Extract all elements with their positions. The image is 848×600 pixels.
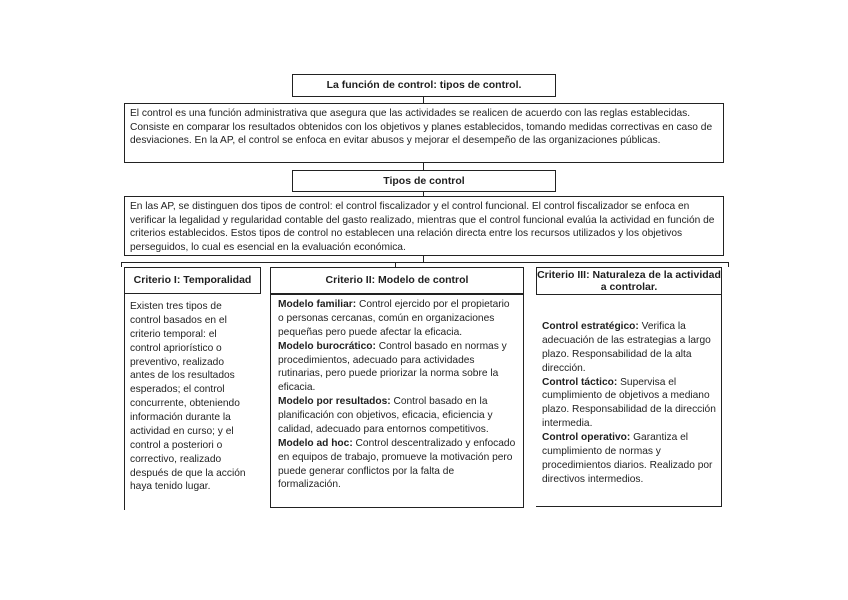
connector-definition-types bbox=[423, 163, 424, 170]
criterion-2-body bbox=[271, 295, 523, 492]
criterion-3-item bbox=[542, 376, 718, 432]
criterion-3-item-term: Control operativo: bbox=[542, 432, 631, 443]
criterion-2-body-box bbox=[270, 294, 524, 508]
criterion-3-item-text: Supervisa el cumplimiento de objetivos a mediano plazo. Responsabilidad de la dirección intermedia. bbox=[542, 376, 716, 430]
criterion-3-item bbox=[542, 431, 718, 487]
types-title-box bbox=[292, 170, 556, 192]
criterion-3-item-term: Control táctico: bbox=[542, 376, 618, 388]
criterion-3-title-box bbox=[536, 267, 722, 295]
criterion-2-item-term: Modelo burocrático: bbox=[278, 340, 376, 352]
criterion-2-item-text: Control descentralizado y enfocado en equipos de trabajo, promueve la motivación pero puede generar conflictos por la falta de formalización. bbox=[278, 437, 516, 491]
connector-criteria-branch bbox=[121, 262, 729, 263]
criterion-2-item bbox=[278, 395, 516, 437]
criterion-1-title-box bbox=[124, 267, 261, 294]
main-title: La función de control: tipos de control. bbox=[326, 79, 522, 92]
criterion-2-item bbox=[278, 340, 516, 396]
criterion-2-item-term: Modelo ad hoc: bbox=[278, 437, 353, 449]
criterion-3-border-bottom bbox=[536, 506, 722, 507]
criterion-1-border-left bbox=[124, 294, 125, 510]
criterion-3-border-right bbox=[721, 295, 722, 506]
criterion-2-item-term: Modelo por resultados: bbox=[278, 396, 391, 408]
criterion-2-title: Criterio II: Modelo de control bbox=[325, 274, 469, 287]
criterion-2-title-box bbox=[270, 267, 524, 294]
criterion-2-item-term: Modelo familiar: bbox=[278, 299, 357, 310]
connector-criterion-1 bbox=[121, 262, 122, 267]
criterion-2-item bbox=[278, 437, 516, 493]
criterion-1-body bbox=[130, 300, 250, 494]
criterion-2-item-text: Control basado en la planificación con objetivos, eficacia, eficiencia y calidad, adecuado para entornos competitivos. bbox=[278, 396, 493, 435]
definition-box bbox=[124, 103, 724, 163]
criterion-1-text: Existen tres tipos de control basados en el criterio temporal: el control apriorístico o preventivo, realizado antes de los resultados esperados; el control concurrente, obteniendo información durante la actividad en curso; y el control a posteriori o correctivo, realizado después de que la acción haya tenido lugar. bbox=[130, 301, 246, 493]
criterion-2-item bbox=[278, 298, 516, 340]
definition-text: El control es una función administrativa que asegura que las actividades se realicen de acuerdo con las reglas establecidas. Consiste en comparar los resultados obtenidos con los objetivos y planes establecidos, tomando medidas correctivas en caso de desviaciones. En la AP, el control se enfoca en evitar abusos y mejorar el desempeño de las organizaciones públicas. bbox=[130, 108, 713, 147]
types-description-box bbox=[124, 196, 724, 256]
criterion-3-item-term: Control estratégico: bbox=[542, 321, 639, 332]
criterion-3-title: Criterio III: Naturaleza de la actividad a controlar. bbox=[537, 268, 721, 293]
criterion-2-item-text: Control ejercido por el propietario o personas cercanas, común en organizaciones pequeñas pero puede afectar la eficacia. bbox=[278, 299, 510, 338]
criterion-1-title: Criterio I: Temporalidad bbox=[133, 274, 252, 287]
connector-criterion-3 bbox=[728, 262, 729, 267]
criterion-2-item-text: Control basado en normas y procedimientos, adecuado para actividades rutinarias, pero puede priorizar la norma sobre la eficacia. bbox=[278, 340, 507, 394]
main-title-box bbox=[292, 74, 556, 97]
criterion-3-item bbox=[542, 320, 718, 376]
criterion-3-item-text: Garantiza el cumplimiento de normas y procedimientos diarios. Realizado por directivos intermedios. bbox=[542, 432, 713, 485]
criterion-3-item-text: Verifica la adecuación de las estrategias a largo plazo. Responsabilidad de la alta dirección. bbox=[542, 321, 711, 374]
criterion-3-body bbox=[542, 320, 718, 487]
types-title: Tipos de control bbox=[383, 174, 465, 187]
types-description-text: En las AP, se distinguen dos tipos de control: el control fiscalizador y el control funcional. El control fiscalizador se enfoca en verificar la legalidad y regularidad contable del gasto realizado, mientras que el control funcional evalúa la actividad en función de criterios establecidos. Estos tipos de control no establecen una relación directa entre los recursos utilizados y los objetivos perseguidos, lo cual es esencial en la evaluación económica. bbox=[130, 201, 715, 254]
